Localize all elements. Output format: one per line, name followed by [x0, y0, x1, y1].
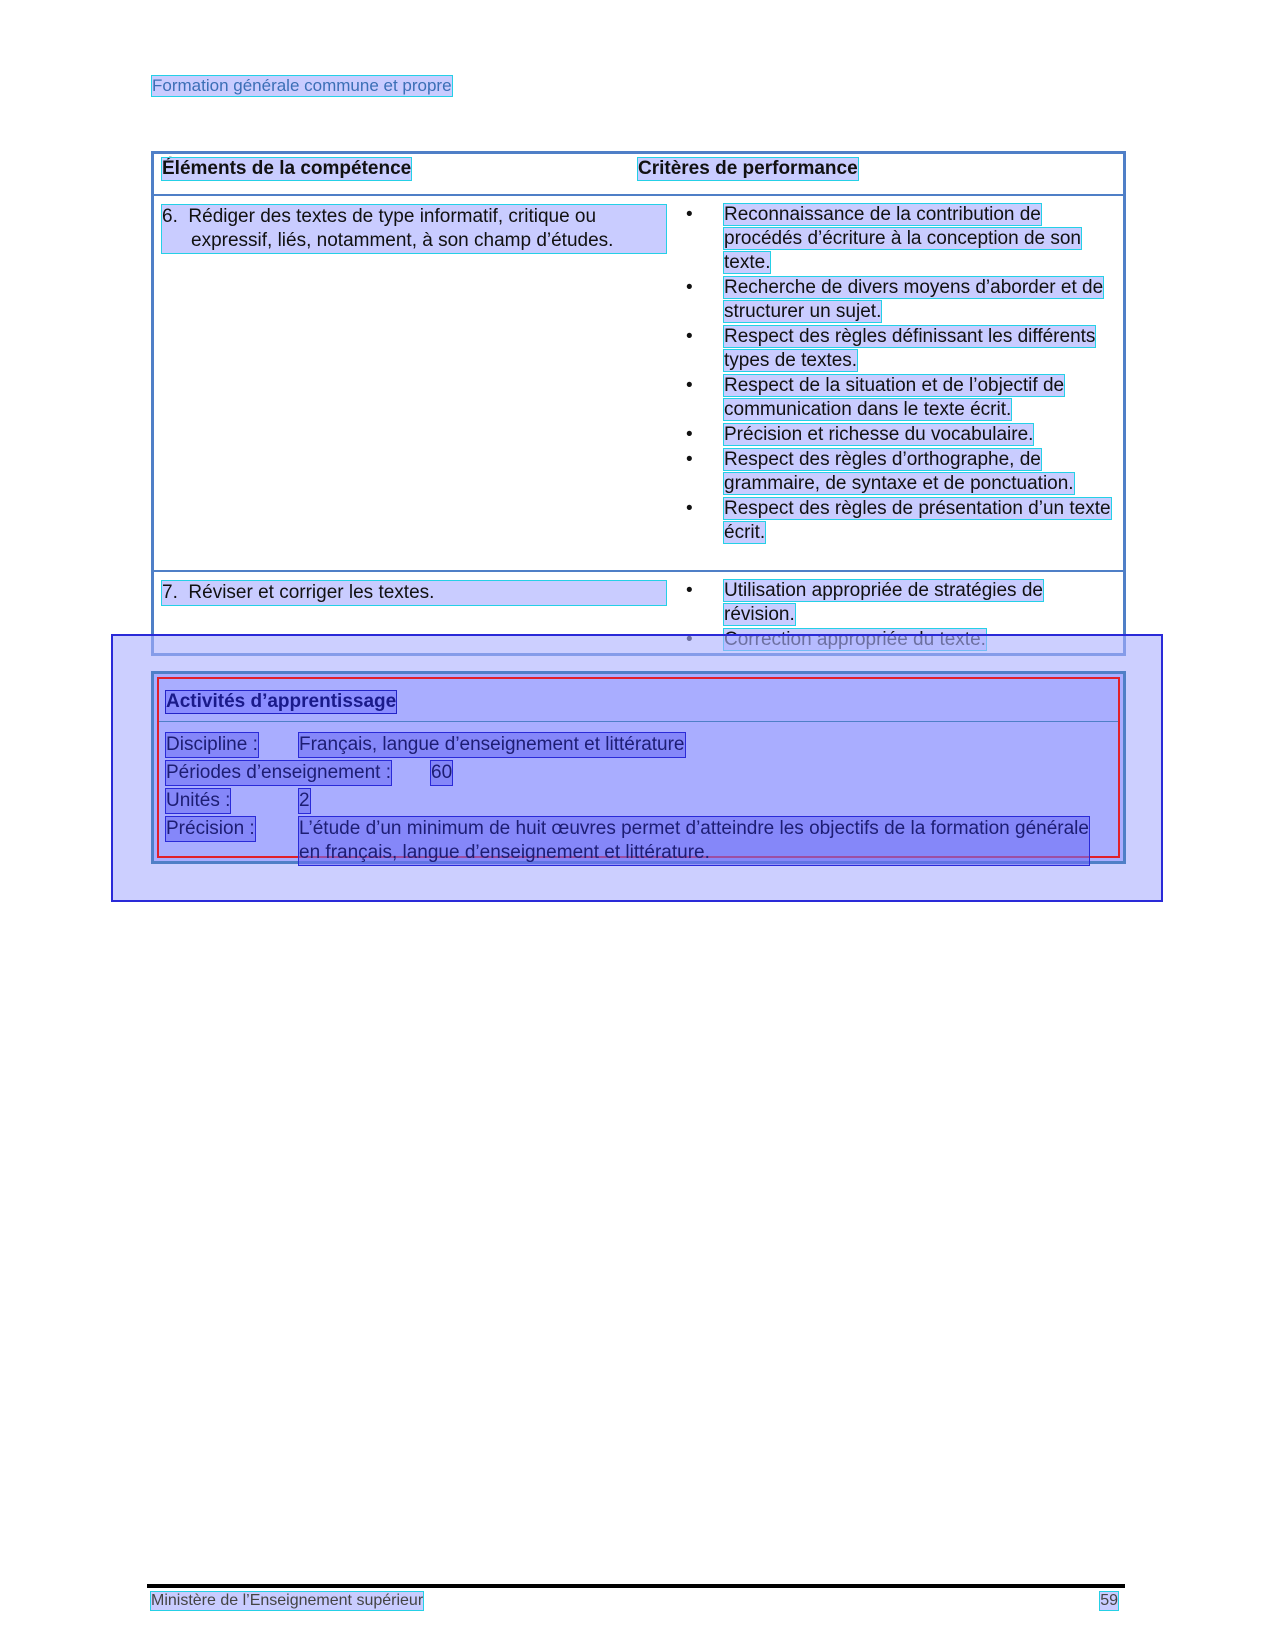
footer-ministry: Ministère de l’Enseignement supérieur [151, 1592, 424, 1609]
criterion-item: • Utilisation appropriée de stratégies de révision. [686, 580, 1043, 625]
criterion-item: • Respect de la situation et de l’objectif de communication dans le texte écrit. [686, 375, 1065, 420]
column-header-criteria: Critères de performance [638, 158, 858, 179]
criterion-item: • Précision et richesse du vocabulaire. [686, 424, 1034, 445]
page-number: 59 [1100, 1592, 1118, 1609]
bullet-icon: • [686, 204, 693, 225]
periods-value: 60 [431, 762, 453, 783]
units-value: 2 [299, 790, 310, 811]
criterion-item: • Respect des règles définissant les différents types de textes. [686, 326, 1096, 371]
discipline-value: Français, langue d’enseignement et littérature [299, 734, 685, 755]
bullet-icon: • [686, 424, 693, 445]
criterion-item: • Respect des règles de présentation d’un texte écrit. [686, 498, 1111, 543]
precision-label: Précision : [166, 818, 255, 839]
units-label: Unités : [166, 790, 231, 811]
activities-highlight [157, 677, 1120, 863]
column-header-elements: Éléments de la compétence [162, 158, 412, 179]
precision-value: L’étude d’un minimum de huit œuvres permet d’atteindre les objectifs de la formation générale en français, langue d’enseignement et littérature. [299, 818, 1089, 863]
row-divider [154, 570, 1123, 572]
activities-divider [159, 721, 1118, 722]
header-row-divider [154, 194, 1123, 196]
competence-table [151, 151, 1126, 656]
criterion-item: • Recherche de divers moyens d’aborder et de structurer un sujet. [686, 277, 1104, 322]
bullet-icon: • [686, 277, 693, 298]
criterion-item: • Respect des règles d’orthographe, de grammaire, de syntaxe et de ponctuation. [686, 449, 1074, 494]
periods-label: Périodes d’enseignement : [166, 762, 391, 783]
bullet-icon: • [686, 326, 693, 347]
element-6: 6. Rédiger des textes de type informatif, critique ou expressif, liés, notamment, à son champ d’études. [162, 205, 666, 253]
bullet-icon: • [686, 498, 693, 519]
criterion-item: • Reconnaissance de la contribution de procédés d’écriture à la conception de son texte. [686, 204, 1082, 273]
footer-rule [147, 1584, 1125, 1588]
activities-box [151, 671, 1126, 864]
bullet-icon: • [686, 580, 693, 601]
discipline-label: Discipline : [166, 734, 258, 755]
criteria-list-6 [684, 203, 1115, 546]
running-header: Formation générale commune et propre [152, 76, 452, 95]
activities-title: Activités d’apprentissage [166, 691, 397, 712]
element-7: 7. Réviser et corriger les textes. [162, 581, 666, 605]
bullet-icon: • [686, 375, 693, 396]
bullet-icon: • [686, 449, 693, 470]
